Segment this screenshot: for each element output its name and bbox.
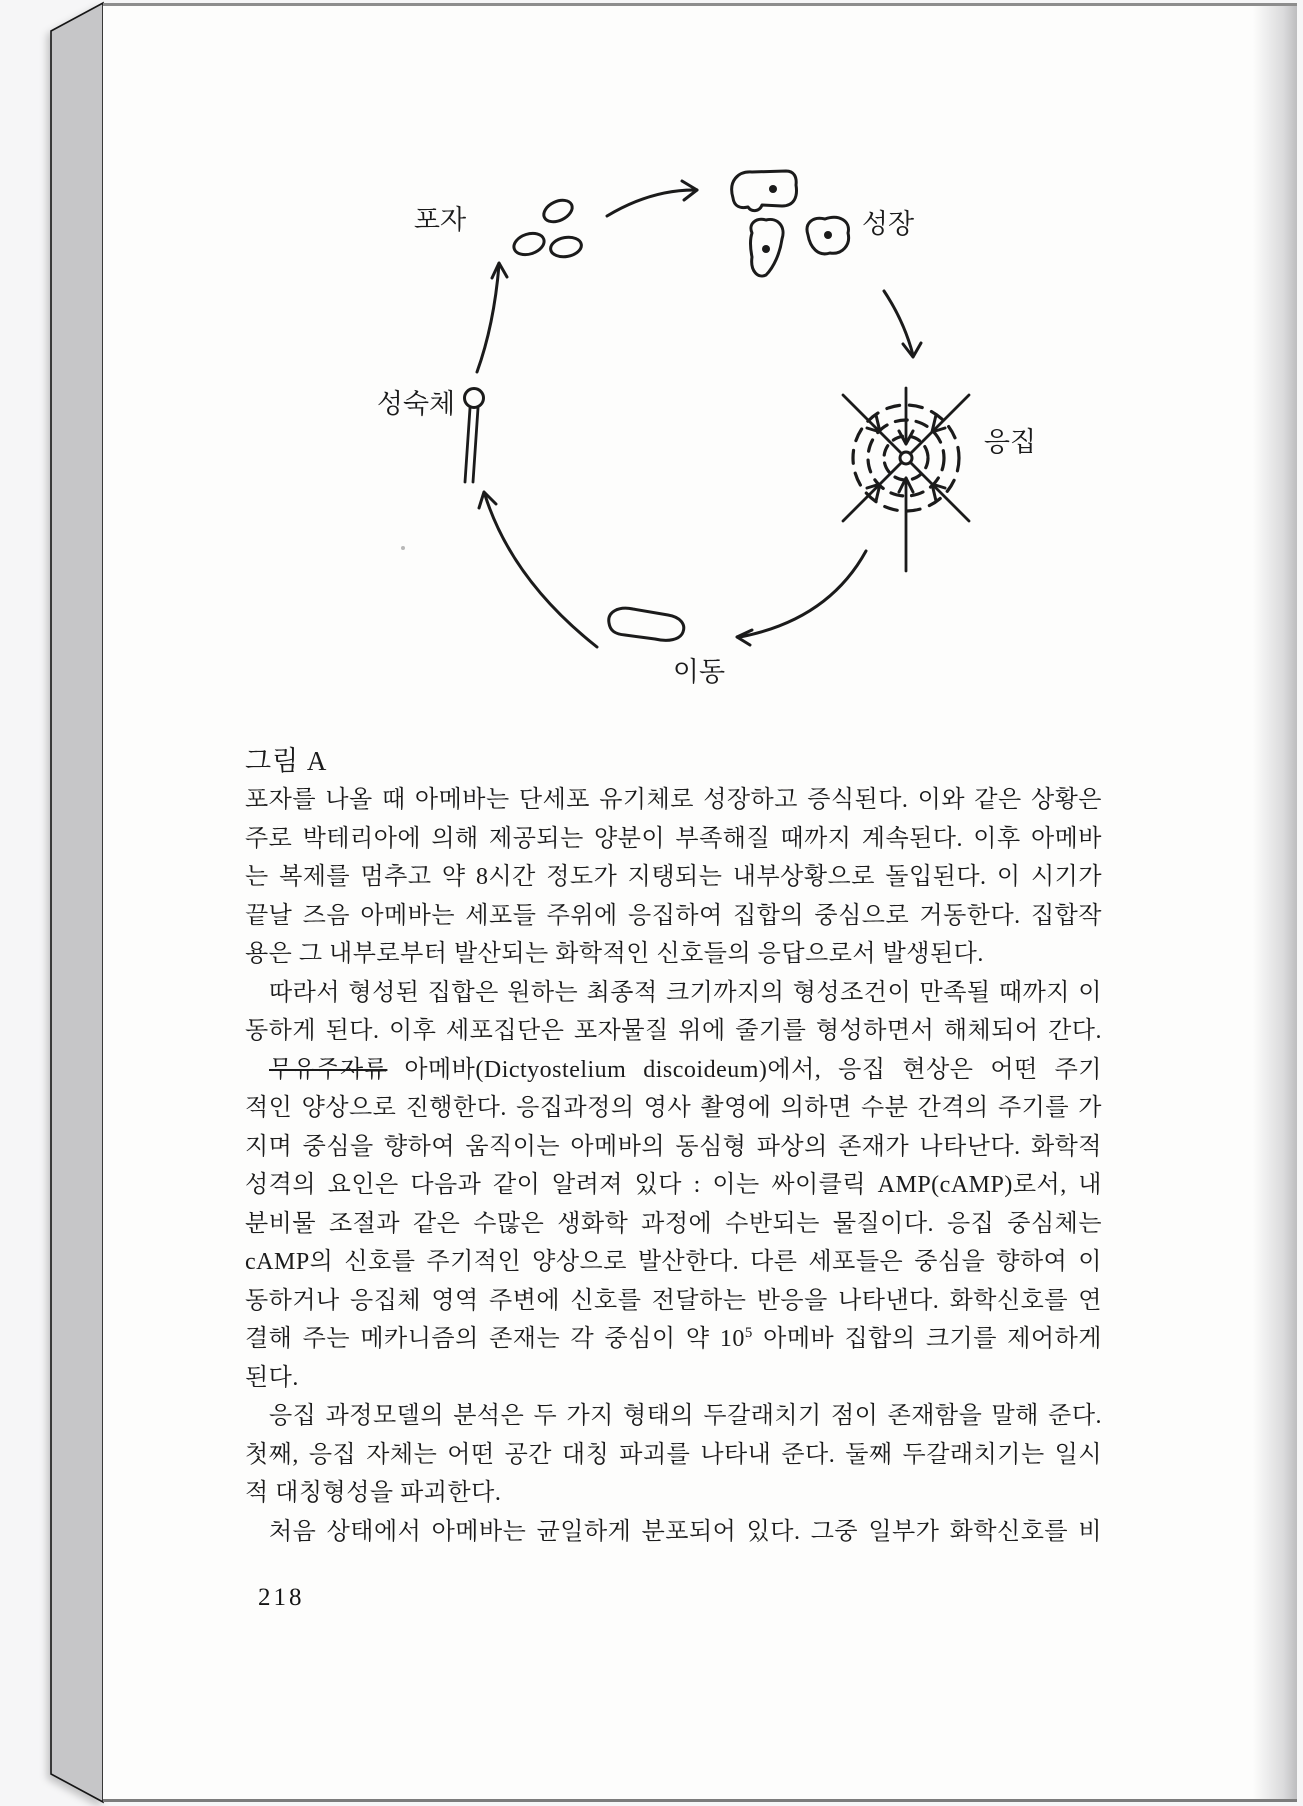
text-block xyxy=(245,781,1102,1551)
text-line-5: 용은 그 내부로부터 발산되는 화학적인 신호들의 응답으로서 발생된다. xyxy=(245,941,984,967)
text-line-11: 성격의 요인은 다음과 같이 알려져 있다 : 이는 싸이클릭 AMP(cAMP)로서, 내 xyxy=(245,1172,1102,1198)
text-line-6: 따라서 형성된 집합은 원하는 최종적 크기까지의 형성조건이 만족될 때까지 이 xyxy=(269,979,1102,1006)
growth-cell-icons xyxy=(732,171,849,276)
text-line-20: 처음 상태에서 아메바는 균일하게 분포되어 있다. 그중 일부가 화학신호를 비 xyxy=(269,1518,1102,1545)
arrow-spore-to-growth xyxy=(607,181,697,216)
text-line-8: 무유주자류 아메바(Dictyostelium discoideum)에서, 응집 현상은 어떤 주기 xyxy=(269,1056,1102,1083)
growth-label: 성장 xyxy=(861,209,915,239)
text-line-10: 지며 중심을 향하여 움직이는 아메바의 동심형 파상의 존재가 나타난다. 화학적 xyxy=(245,1133,1102,1160)
text-line-16: 된다. xyxy=(245,1364,299,1391)
text-line-18: 첫째, 응집 자체는 어떤 공간 대칭 파괴를 나타내 준다. 둘째 두갈래치기는 일시 xyxy=(245,1441,1102,1468)
arrow-mature-to-spore xyxy=(477,263,507,372)
text-line-9: 적인 양상으로 진행한다. 응집과정의 영사 촬영에 의하면 수분 간격의 주기를 가 xyxy=(245,1095,1102,1121)
text-line-3: 는 복제를 멈추고 약 8시간 정도가 지탱되는 내부상황으로 돌입된다. 이 시기가 xyxy=(245,864,1102,890)
migration-slug-icon xyxy=(609,608,684,640)
figure-label: 그림 A xyxy=(245,746,328,776)
mature-body-icon xyxy=(465,389,484,483)
aggregation-label: 응집 xyxy=(983,427,1037,457)
book-page xyxy=(103,3,1297,1802)
text-line-12: 분비물 조절과 같은 수많은 생화학 과정에 수반되는 물질이다. 응집 중심체는 xyxy=(245,1210,1102,1237)
migration-label: 이동 xyxy=(672,657,726,687)
spore-label: 포자 xyxy=(413,205,467,235)
text-line-1: 포자를 나올 때 아메바는 단세포 유기체로 성장하고 증식된다. 이와 같은 상황은 xyxy=(245,787,1102,813)
text-line-2: 주로 박테리아에 의해 제공되는 양분이 부족해질 때까지 계속된다. 이후 아메바 xyxy=(245,825,1102,852)
text-line-15: 결해 주는 메카니즘의 존재는 각 중심이 약 $10^5$ 아메바 집합의 크기를 제어하게 xyxy=(245,1325,1102,1352)
text-line-19: 적 대칭형성을 파괴한다. xyxy=(245,1480,502,1506)
text-line-14: 동하거나 응집체 영역 주변에 신호를 전달하는 반응을 나타낸다. 화학신호를 연 xyxy=(245,1287,1102,1314)
page-number: 218 xyxy=(258,1584,305,1611)
print-speck xyxy=(401,546,405,550)
arrow-migration-to-mature xyxy=(479,492,597,647)
arrow-growth-to-aggregation xyxy=(884,291,921,357)
life-cycle-diagram xyxy=(370,153,1070,703)
spore-icons xyxy=(511,196,583,259)
text-column xyxy=(245,742,1102,1551)
text-line-4: 끝날 즈음 아메바는 세포들 주위에 응집하여 집합의 중심으로 거동한다. 집합작 xyxy=(245,902,1102,929)
page-curl-shadow xyxy=(1253,6,1297,1799)
text-line-17: 응집 과정모델의 분석은 두 가지 형태의 두갈래치기 점이 존재함을 말해 준다. xyxy=(269,1403,1102,1429)
text-line-13: cAMP의 신호를 주기적인 양상으로 발산한다. 다른 세포들은 중심을 향하여 이 xyxy=(245,1249,1102,1275)
aggregation-icon xyxy=(843,388,969,571)
text-line-7: 동하게 된다. 이후 세포집단은 포자물질 위에 줄기를 형성하면서 해체되어 간다. xyxy=(245,1018,1102,1044)
arrow-aggregation-to-migration xyxy=(737,551,866,645)
mature-body-label: 성숙체 xyxy=(376,389,456,419)
